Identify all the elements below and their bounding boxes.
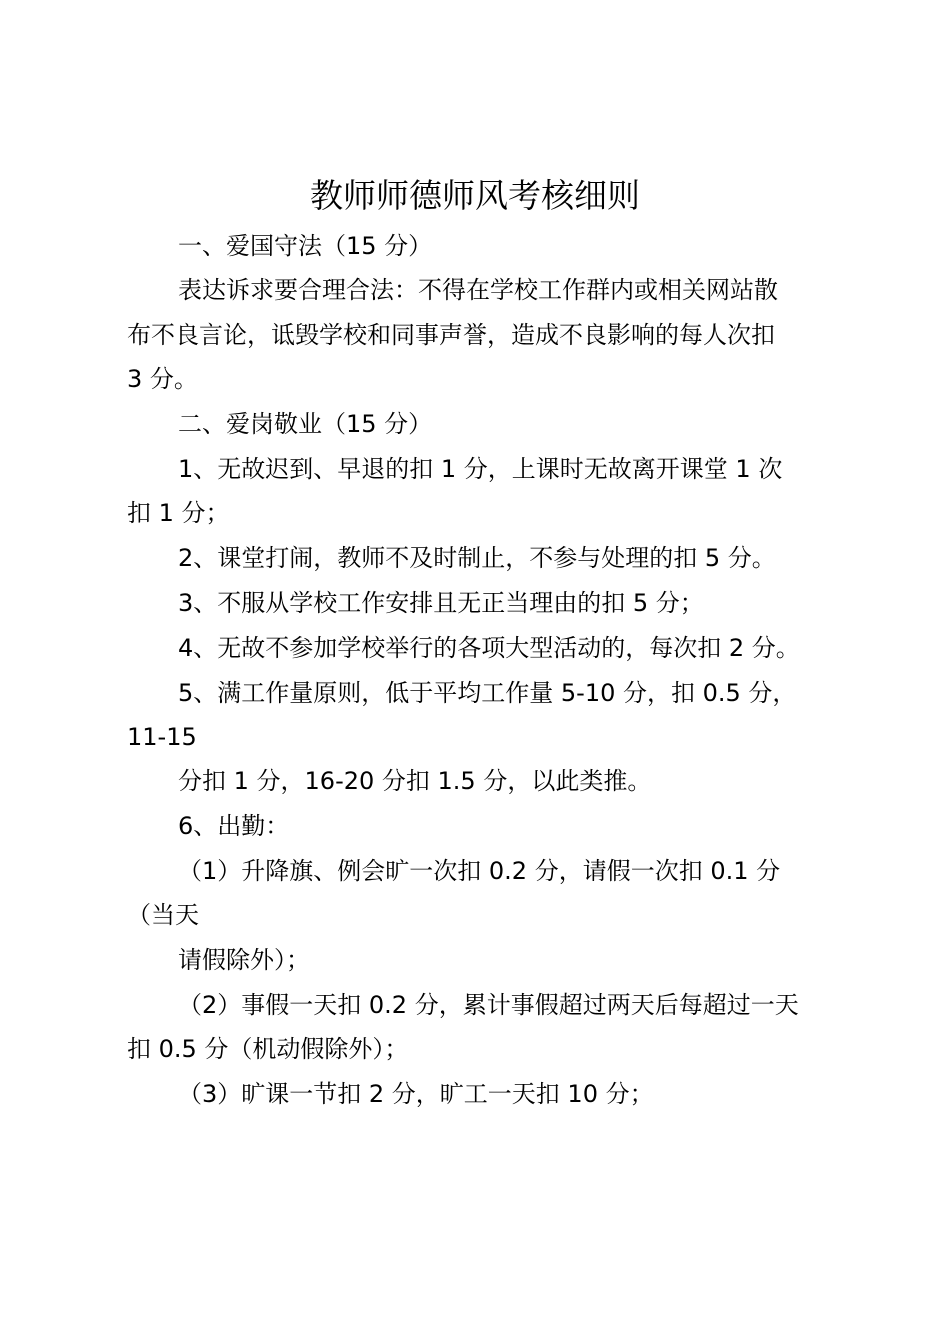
section-heading-patriotism: 一、爱国守法（15 分） [178,232,433,260]
paragraph-line: 4、无故不参加学校举行的各项大型活动的，每次扣 2 分。 [178,634,800,662]
paragraph-line: 扣 0.5 分（机动假除外）； [127,1035,409,1063]
paragraph-line: 布不良言论，诋毁学校和同事声誉，造成不良影响的每人次扣 [127,321,775,349]
paragraph-line: 6、出勤： [178,812,290,840]
paragraph-line: （2）事假一天扣 0.2 分，累计事假超过两天后每超过一天 [178,991,799,1019]
paragraph-line: 3 分。 [127,365,198,393]
paragraph-line: 5、满工作量原则，低于平均工作量 5-10 分，扣 0.5 分， [178,679,797,707]
paragraph-line: 11-15 [127,723,197,751]
paragraph-line: 请假除外）； [178,946,310,974]
paragraph-line: 扣 1 分； [127,499,230,527]
section-heading-dedication: 二、爱岗敬业（15 分） [178,410,433,438]
paragraph-line: 表达诉求要合理合法：不得在学校工作群内或相关网站散 [178,276,778,304]
paragraph-line: 3、不服从学校工作安排且无正当理由的扣 5 分； [178,589,704,617]
paragraph-line: 分扣 1 分，16-20 分扣 1.5 分，以此类推。 [178,767,652,795]
paragraph-line: （3）旷课一节扣 2 分，旷工一天扣 10 分； [178,1080,654,1108]
paragraph-line: （1）升降旗、例会旷一次扣 0.2 分，请假一次扣 0.1 分 [178,857,781,885]
paragraph-line: 2、课堂打闹，教师不及时制止，不参与处理的扣 5 分。 [178,544,776,572]
paragraph-line: （当天 [127,901,199,929]
document-title: 教师师德师风考核细则 [310,176,640,215]
paragraph-line: 1、无故迟到、早退的扣 1 分，上课时无故离开课堂 1 次 [178,455,783,483]
